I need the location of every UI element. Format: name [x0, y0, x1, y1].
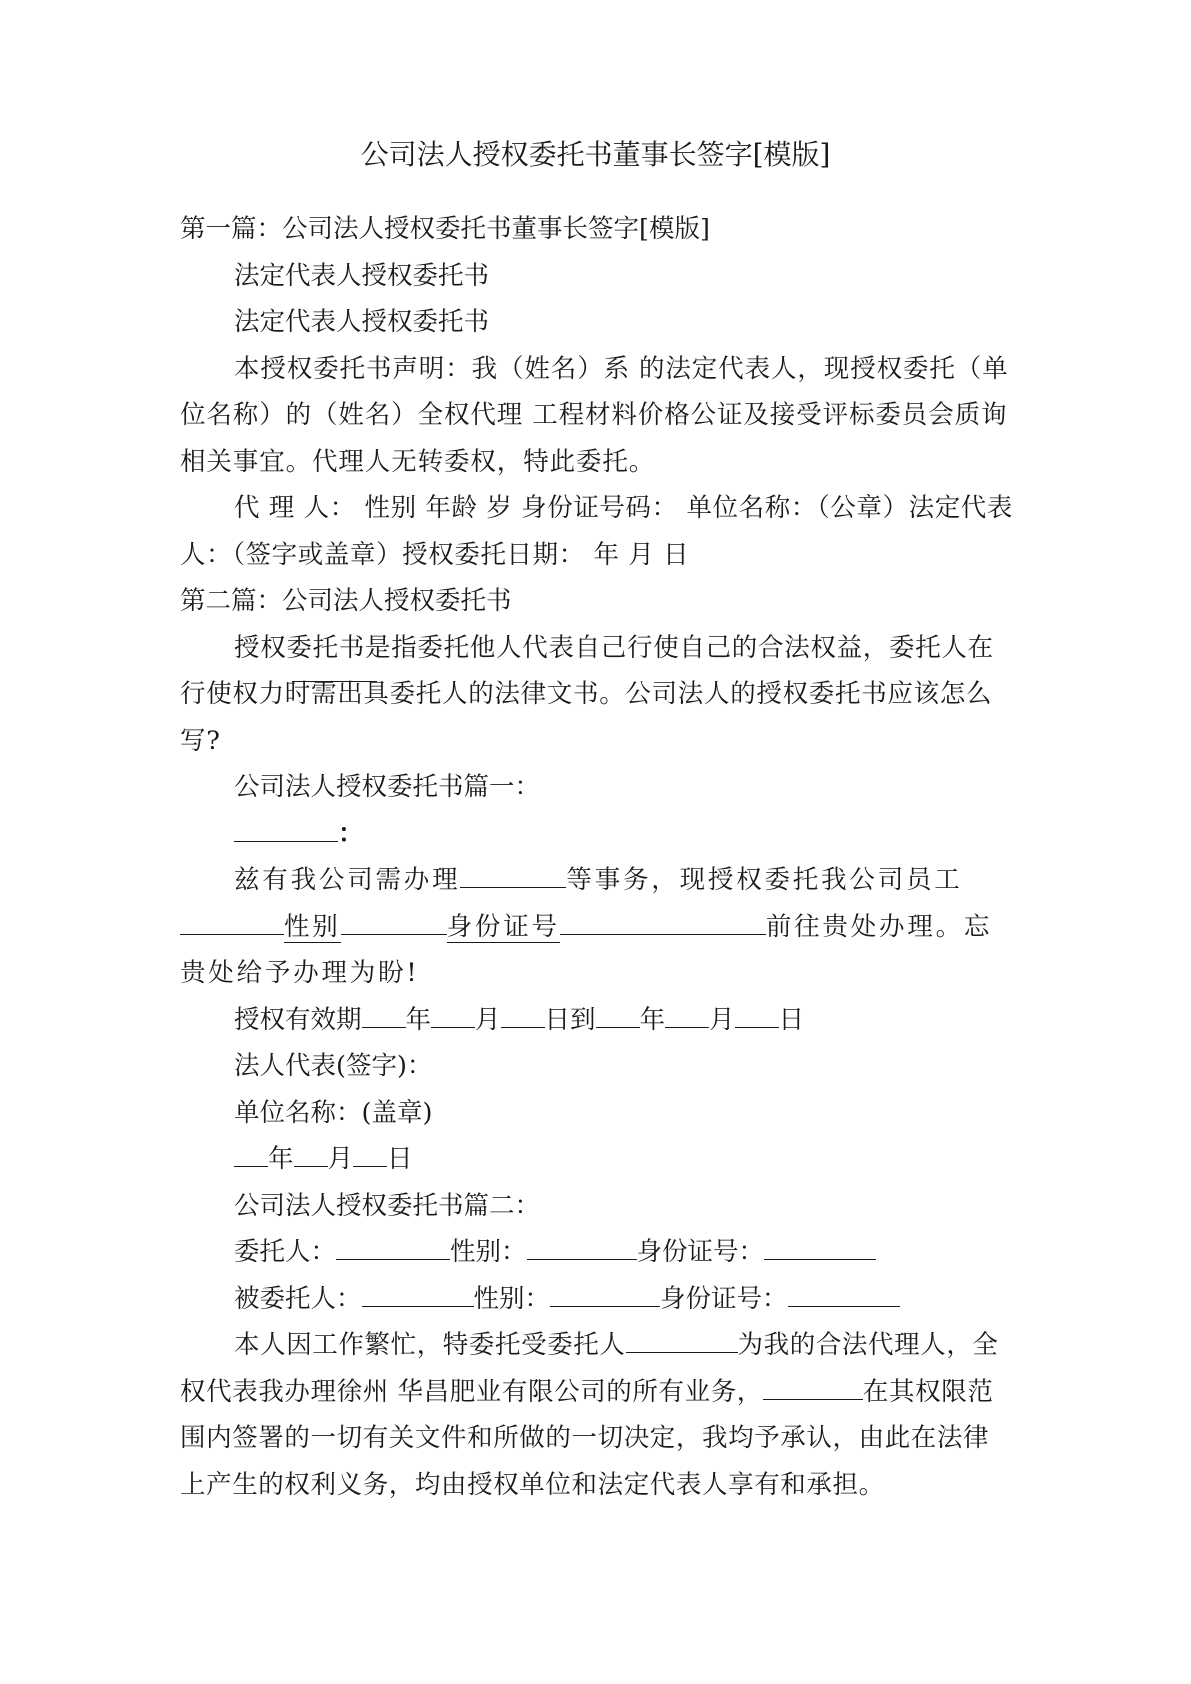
blank-field: [353, 1136, 387, 1167]
text-run: 月: [709, 1004, 735, 1035]
text-run: 年: [405, 1004, 432, 1035]
blank-field: [336, 1229, 450, 1260]
subheading-template-1: 公司法人授权委托书篇一：: [234, 772, 541, 802]
text-run: 等事务，现授权委托我公司员工: [566, 865, 963, 895]
text-run: 兹有我公司需办理: [234, 865, 461, 895]
paragraph-power-of-attorney: [180, 1322, 1015, 1508]
text-run: 月: [327, 1144, 354, 1174]
text-run: 委托人：: [234, 1237, 337, 1267]
blank-field: [763, 1369, 863, 1400]
validity-period-line: [180, 997, 1015, 1044]
text-run: 授权有效期: [234, 1004, 362, 1035]
date-line: [180, 1136, 1015, 1183]
text-run: 日: [778, 1004, 805, 1035]
addressee-colon: ：: [338, 818, 364, 849]
blank-field: [460, 857, 566, 888]
text-run: 身份证号：: [636, 1237, 765, 1267]
blank-field: [764, 1229, 876, 1260]
blank-field: [626, 1322, 738, 1353]
paragraph-definition: 授权委托书是指委托他人代表自己行使自己的合法权益，委托人在行使权力时需出具委托人的法律文书。公司法人的授权委托书应该怎么写?: [180, 632, 994, 756]
text-run: 性别：: [450, 1237, 527, 1267]
id-number-label: 身份证号: [446, 911, 560, 942]
blank-field: [362, 997, 406, 1028]
text-run: 在其权限范围内签署的一切有关文件和所做的一切决定，我均予承认，由此在法律上产生的权利义务，均由授权单位和法定代表人享有和承担。: [180, 1376, 994, 1500]
blank-field: [341, 904, 447, 935]
section-heading-2: 第二篇：公司法人授权委托书: [180, 586, 512, 616]
document-title: 公司法人授权委托书董事长签字[模版]: [360, 138, 831, 171]
text-run: 日到: [544, 1004, 596, 1035]
gender-label: 性别: [284, 911, 341, 942]
blank-field: [362, 1276, 474, 1307]
text-run: 为我的合法代理人，全权代表我办理徐州 华昌肥业有限公司的所有业务，: [180, 1330, 999, 1407]
principal-line: [180, 1229, 1015, 1276]
text-run: 身份证号：: [660, 1283, 788, 1314]
blank-field: [735, 997, 779, 1028]
paragraph: 法定代表人授权委托书: [234, 260, 490, 291]
text-run: 性别：: [473, 1283, 551, 1314]
blank-field: [501, 997, 545, 1028]
addressee-line: [180, 811, 1015, 858]
paragraph: 法定代表人授权委托书: [234, 307, 490, 337]
section-heading-1: 第一篇：公司法人授权委托书董事长签字[模版]: [180, 214, 710, 244]
legal-rep-signature-line: 法人代表(签字)：: [234, 1051, 433, 1081]
text-run: 年: [639, 1004, 666, 1035]
text-run: 本人因工作繁忙，特委托受委托人: [234, 1330, 626, 1360]
document-body: [180, 206, 1015, 1508]
text-run: 被委托人：: [234, 1283, 362, 1314]
paragraph-authorization: [180, 857, 1015, 997]
blank-field: [527, 1229, 637, 1260]
subheading-template-2: 公司法人授权委托书篇二：: [234, 1190, 541, 1221]
text-run: 前往贵处办理。忘贵处给予办理为盼!: [180, 911, 993, 988]
blank-field: [665, 997, 709, 1028]
paragraph-agent-info: 代 理 人： 性别 年龄 岁 身份证号码： 单位名称：（公章）法定代表人：（签字或盖章）授权委托日期： 年 月 日: [180, 493, 1013, 570]
text-run: 月: [475, 1004, 501, 1035]
blank-field: [788, 1276, 900, 1307]
paragraph-declaration: 本授权委托书声明：我（姓名）系 的法定代表人，现授权委托（单位名称）的（姓名）全权代理 工程材料价格公证及接受评标委员会质询相关事宜。代理人无转委权，特此委托。: [180, 353, 1009, 477]
blank-field: [234, 1136, 268, 1167]
text-run: 日: [387, 1144, 413, 1174]
blank-field: [234, 811, 338, 842]
blank-field: [180, 904, 284, 935]
blank-field: [560, 904, 766, 935]
blank-field: [294, 1136, 328, 1167]
blank-field: [550, 1276, 660, 1307]
unit-name-seal-line: 单位名称：(盖章): [234, 1097, 433, 1128]
text-run: 年: [268, 1144, 294, 1174]
agent-line: [180, 1276, 1015, 1323]
blank-field: [596, 997, 640, 1028]
blank-field: [431, 997, 475, 1028]
